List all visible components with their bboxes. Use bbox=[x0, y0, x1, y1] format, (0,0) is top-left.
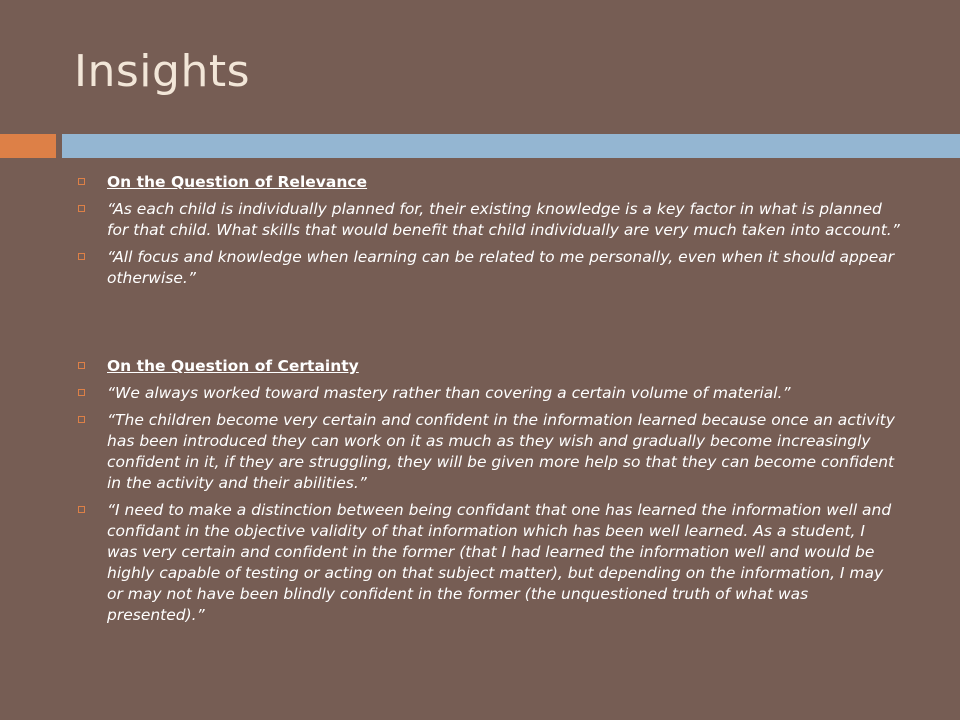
square-bullet-icon bbox=[78, 205, 85, 212]
square-bullet-icon bbox=[78, 506, 85, 513]
slide-content bbox=[74, 172, 900, 626]
bullet-text: “We always worked toward mastery rather than covering a certain volume of material.” bbox=[107, 384, 791, 402]
accent-bar-orange bbox=[0, 134, 56, 158]
square-bullet-icon bbox=[78, 178, 85, 185]
bullet-quote bbox=[74, 199, 900, 241]
bullet-heading-relevance bbox=[74, 172, 900, 193]
bullet-text: “As each child is individually planned for, their existing knowledge is a key factor in what is planned for that child. What skills that would benefit that child individually are very much taken into account.” bbox=[107, 200, 900, 239]
bullet-text: On the Question of Certainty bbox=[107, 357, 359, 375]
square-bullet-icon bbox=[78, 362, 85, 369]
bullet-quote bbox=[74, 247, 900, 289]
square-bullet-icon bbox=[78, 416, 85, 423]
bullet-quote bbox=[74, 410, 900, 494]
bullet-text: On the Question of Relevance bbox=[107, 173, 368, 191]
bullet-heading-certainty bbox=[74, 356, 900, 377]
accent-bar-blue bbox=[62, 134, 960, 158]
bullet-text: “The children become very certain and confident in the information learned because once an activity has been introduced they can work on it as much as they wish and gradually become increasingly confident in it, if they are struggling, they will be given more help so that they can become confident in the activity and their abilities.” bbox=[107, 411, 895, 492]
bullet-text: “All focus and knowledge when learning can be related to me personally, even when it should appear otherwise.” bbox=[107, 248, 895, 287]
slide-title: Insights bbox=[74, 46, 251, 97]
square-bullet-icon bbox=[78, 389, 85, 396]
bullet-quote bbox=[74, 383, 900, 404]
bullet-quote bbox=[74, 500, 900, 626]
square-bullet-icon bbox=[78, 253, 85, 260]
bullet-text: “I need to make a distinction between being confidant that one has learned the information well and confidant in the objective validity of that information which has been well learned. As a student, I was very certain and confident in the former (that I had learned the information well and would be highly capable of testing or acting on that subject matter), but depending on the information, I may or may not have been blindly confident in the former (the unquestioned truth of what was presented).” bbox=[107, 501, 892, 624]
